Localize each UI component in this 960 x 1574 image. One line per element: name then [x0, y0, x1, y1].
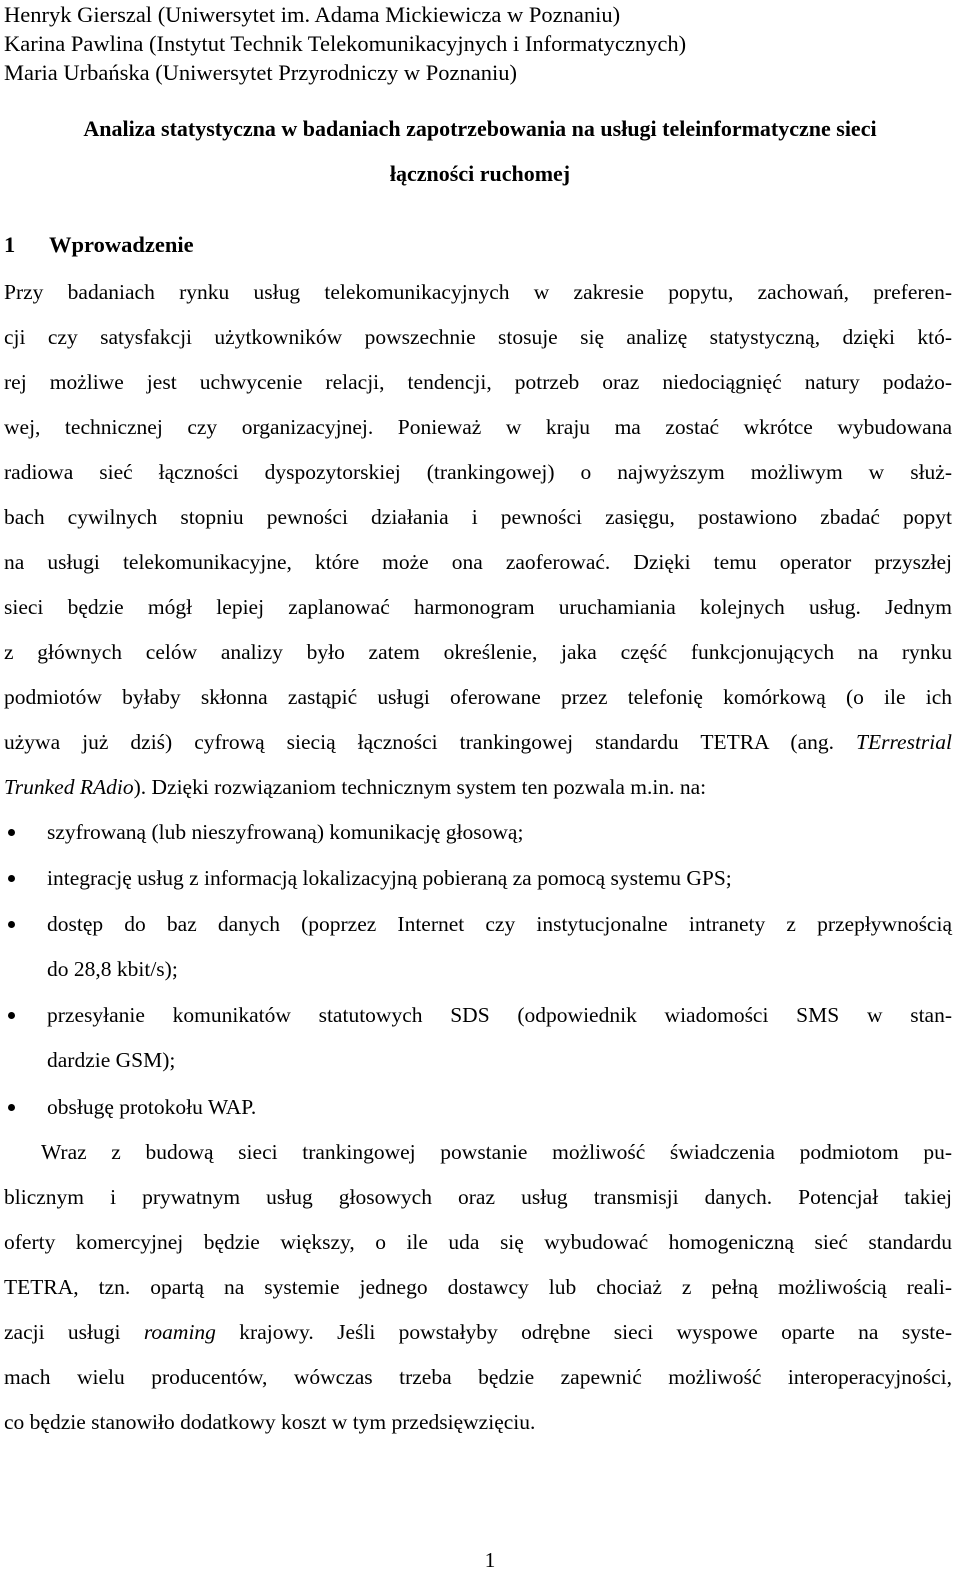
bullet-item: dostęp do baz danych (poprzez Internet czy instytucjonalne intranety z przepływnością — [47, 912, 952, 936]
paragraph-line: mach wielu producentów, wówczas trzeba będzie zapewnić możliwość interoperacyjności, — [4, 1365, 952, 1389]
paragraph-line: sieci będzie mógł lepiej zaplanować harmonogram uruchamiania kolejnych usług. Jednym — [4, 595, 952, 619]
paragraph-line: co będzie stanowiło dodatkowy koszt w tym przedsięwzięciu. — [4, 1410, 536, 1434]
paragraph-line: rej możliwe jest uchwycenie relacji, tendencji, potrzeb oraz niedociągnięć natury podażo- — [4, 370, 952, 394]
bullet-item-continuation: dardzie GSM); — [47, 1048, 176, 1072]
paragraph-line — [4, 773, 952, 801]
bullet-dot-icon — [8, 829, 15, 836]
paragraph-line: na usługi telekomunikacyjne, które może ona zaoferować. Dzięki temu operator przyszłej — [4, 550, 952, 574]
bullet-dot-icon — [8, 921, 15, 928]
paper-title-line-2: łączności ruchomej — [389, 161, 571, 186]
paragraph-line: oferty komercyjnej będzie większy, o ile uda się wybudować homogeniczną sieć standardu — [4, 1230, 952, 1254]
bullet-item: obsługę protokołu WAP. — [47, 1095, 257, 1119]
text-span: używa już dziś) cyfrową siecią łączności trankingowej standardu TETRA (ang. — [4, 730, 857, 754]
paragraph-line: Wraz z budową sieci trankingowej powstanie możliwość świadczenia podmiotom pu- — [41, 1140, 952, 1164]
bullet-dot-icon — [8, 1104, 15, 1111]
bullet-dot-icon — [8, 1012, 15, 1019]
paragraph-line: bach cywilnych stopniu pewności działania i pewności zasięgu, postawiono zbadać popyt — [4, 505, 952, 529]
bullet-item-continuation: do 28,8 kbit/s); — [47, 957, 178, 981]
paper-title-line-1: Analiza statystyczna w badaniach zapotrzebowania na usługi teleinformatyczne sieci — [83, 116, 877, 141]
paragraph-line: podmiotów byłaby skłonna zastąpić usługi oferowane przez telefonię komórkową (o ile ich — [4, 685, 952, 709]
text-span: ). Dzięki rozwiązaniom technicznym system ten pozwala m.in. na: — [133, 775, 707, 799]
section-heading — [4, 231, 194, 259]
section-number: 1 — [4, 232, 16, 257]
paragraph-line: blicznym i prywatnym usług głosowych oraz usług transmisji danych. Potencjał takiej — [4, 1185, 952, 1209]
paragraph-line: cji czy satysfakcji użytkowników powszechnie stosuje się analizę statystyczną, dzięki któ- — [4, 325, 952, 349]
author-line: Karina Pawlina (Instytut Technik Telekomunikacyjnych i Informatycznych) — [4, 31, 687, 56]
bullet-dot-icon — [8, 875, 15, 882]
paragraph-line: radiowa sieć łączności dyspozytorskiej (trankingowej) o najwyższym możliwym w służ- — [4, 460, 952, 484]
author-line: Maria Urbańska (Uniwersytet Przyrodniczy w Poznaniu) — [4, 60, 517, 85]
italic-term: TErrestrial — [856, 730, 952, 754]
paragraph-line: z głównych celów analizy było zatem określenie, jaka część funkcjonujących na rynku — [4, 640, 952, 664]
paragraph-line — [4, 728, 952, 756]
paragraph-line: TETRA, tzn. opartą na systemie jednego dostawcy lub chociaż z pełną możliwością reali- — [4, 1275, 952, 1299]
section-title: Wprowadzenie — [49, 232, 194, 257]
text-span: zacji usługi — [4, 1320, 144, 1344]
bullet-item: integrację usług z informacją lokalizacyjną pobieraną za pomocą systemu GPS; — [47, 866, 732, 890]
bullet-item: szyfrowaną (lub nieszyfrowaną) komunikację głosową; — [47, 820, 524, 844]
text-span: krajowy. Jeśli powstałyby odrębne sieci wyspowe oparte na syste- — [215, 1320, 952, 1344]
page-number: 1 — [484, 1548, 496, 1572]
paragraph-line — [4, 1318, 952, 1346]
bullet-item: przesyłanie komunikatów statutowych SDS (odpowiednik wiadomości SMS w stan- — [47, 1003, 952, 1027]
italic-term: Trunked RAdio — [4, 775, 134, 799]
paragraph-line: wej, technicznej czy organizacyjnej. Ponieważ w kraju ma zostać wkrótce wybudowana — [4, 415, 952, 439]
author-line: Henryk Gierszal (Uniwersytet im. Adama Mickiewicza w Poznaniu) — [4, 2, 621, 27]
paragraph-line: Przy badaniach rynku usług telekomunikacyjnych w zakresie popytu, zachowań, preferen- — [4, 280, 952, 304]
author-list — [4, 0, 686, 87]
italic-term: roaming — [143, 1320, 216, 1344]
